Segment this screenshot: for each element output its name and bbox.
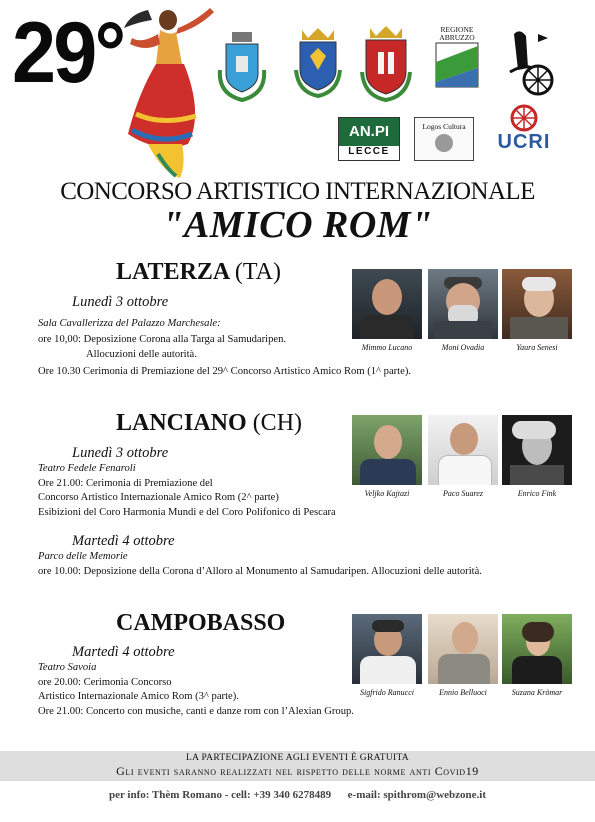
event-line: Ore 21.00: Concerto con musiche, canti e danze rom con l’Alexian Group. [38, 706, 354, 717]
city-laterza [116, 259, 281, 286]
logos-cultura-label: Logos Cultura [422, 122, 466, 131]
portrait-photo [352, 614, 422, 684]
event-line: ore 20.00: Cerimonia Concorso [38, 677, 172, 688]
event-date: Lunedì 3 ottobre [72, 294, 169, 310]
portrait-caption: Paco Suarez [443, 489, 483, 498]
anpi-lecce-logo [338, 117, 400, 161]
edition-number: 29° [12, 5, 124, 101]
event-line: Artistico Internazionale Amico Rom (3^ parte). [38, 691, 239, 702]
portrait-caption: Sigfrido Ranucci [360, 688, 414, 697]
city-name: LANCIANO [116, 410, 247, 436]
city-province: (TA) [234, 259, 281, 285]
footer-covid-notice: Gli eventi saranno realizzati nel rispetto delle norme anti Covid19 [116, 764, 479, 778]
dancer-illustration [118, 4, 218, 180]
abruzzo-flag-icon [435, 42, 479, 88]
portrait-caption: Veljko Kajtazi [364, 489, 410, 498]
portrait-photo [428, 269, 498, 339]
event-date: Martedì 4 ottobre [72, 644, 175, 660]
portrait-photo [502, 269, 572, 339]
regione-abruzzo-logo [432, 26, 482, 92]
event-line: Allocuzioni delle autorità. [86, 349, 197, 360]
comune-coat-of-arms-3 [358, 24, 414, 104]
comune-coat-of-arms-1 [216, 30, 268, 104]
ucri-logo [488, 104, 560, 158]
event-date: Martedì 4 ottobre [72, 533, 175, 549]
logos-cultura-logo [414, 117, 474, 161]
event-venue: Teatro Savoia [38, 662, 97, 673]
city-province: (CH) [252, 410, 303, 436]
event-line: ore 10.00: Deposizione della Corona d’Alloro al Monumento al Samudaripen. Allocuzioni delle autorità. [38, 566, 482, 577]
portrait-caption: Mimmo Lucano [361, 343, 413, 352]
anpi-lecce-label: LECCE [348, 146, 390, 157]
event-line: Ore 21.00: Cerimonia di Premiazione del [38, 478, 213, 489]
portrait-photo [502, 415, 572, 485]
ucri-wheel-icon [510, 104, 538, 132]
rom-wagon-emblem [504, 28, 556, 100]
event-venue: Sala Cavallerizza del Palazzo Marchesale: [38, 318, 221, 329]
city-lanciano [116, 410, 302, 437]
event-line: ore 10,00: Deposizione Corona alla Targa al Samudaripen. [38, 334, 287, 345]
portrait-caption: Suzana Krömar [511, 688, 563, 697]
portrait-photo [428, 614, 498, 684]
portrait-photo [502, 614, 572, 684]
poster-subtitle: "AMICO ROM" [162, 204, 433, 246]
portrait-caption: Ennio Belluoci [439, 688, 487, 697]
event-line: Ore 10.30 Cerimonia di Premiazione del 29^ Concorso Artistico Amico Rom (1^ parte). [38, 366, 411, 377]
portrait-caption: Yaura Senesi [516, 343, 558, 352]
poster-title: CONCORSO ARTISTICO INTERNAZIONALE [60, 178, 535, 205]
logos-cultura-emblem-icon [435, 134, 453, 152]
ucri-label: UCRI [497, 131, 551, 153]
anpi-label: AN.PI [339, 118, 399, 146]
event-venue: Parco delle Memorie [38, 551, 128, 562]
portrait-caption: Enrico Fink [517, 489, 557, 498]
footer-notice: LA PARTECIPAZIONE AGLI EVENTI È GRATUITA [186, 753, 409, 763]
event-line: Esibizioni del Coro Harmonia Mundi e del Coro Polifonico di Pescara [38, 507, 336, 518]
contact-info: per info: Thèm Romano - cell: +39 340 6278489 e-mail: spithrom@webzone.it [108, 789, 487, 801]
portrait-photo [352, 269, 422, 339]
event-venue: Teatro Fedele Fenaroli [38, 463, 136, 474]
event-date: Lunedì 3 ottobre [72, 445, 169, 461]
city-campobasso: CAMPOBASSO [116, 610, 286, 636]
regione-abruzzo-label: REGIONE ABRUZZO [439, 25, 475, 42]
city-name: LATERZA [116, 259, 229, 285]
portrait-caption: Moni Ovadia [441, 343, 485, 352]
event-line: Concorso Artistico Internazionale Amico Rom (2^ parte) [38, 492, 279, 503]
comune-coat-of-arms-2 [292, 26, 344, 100]
portrait-photo [428, 415, 498, 485]
portrait-photo [352, 415, 422, 485]
